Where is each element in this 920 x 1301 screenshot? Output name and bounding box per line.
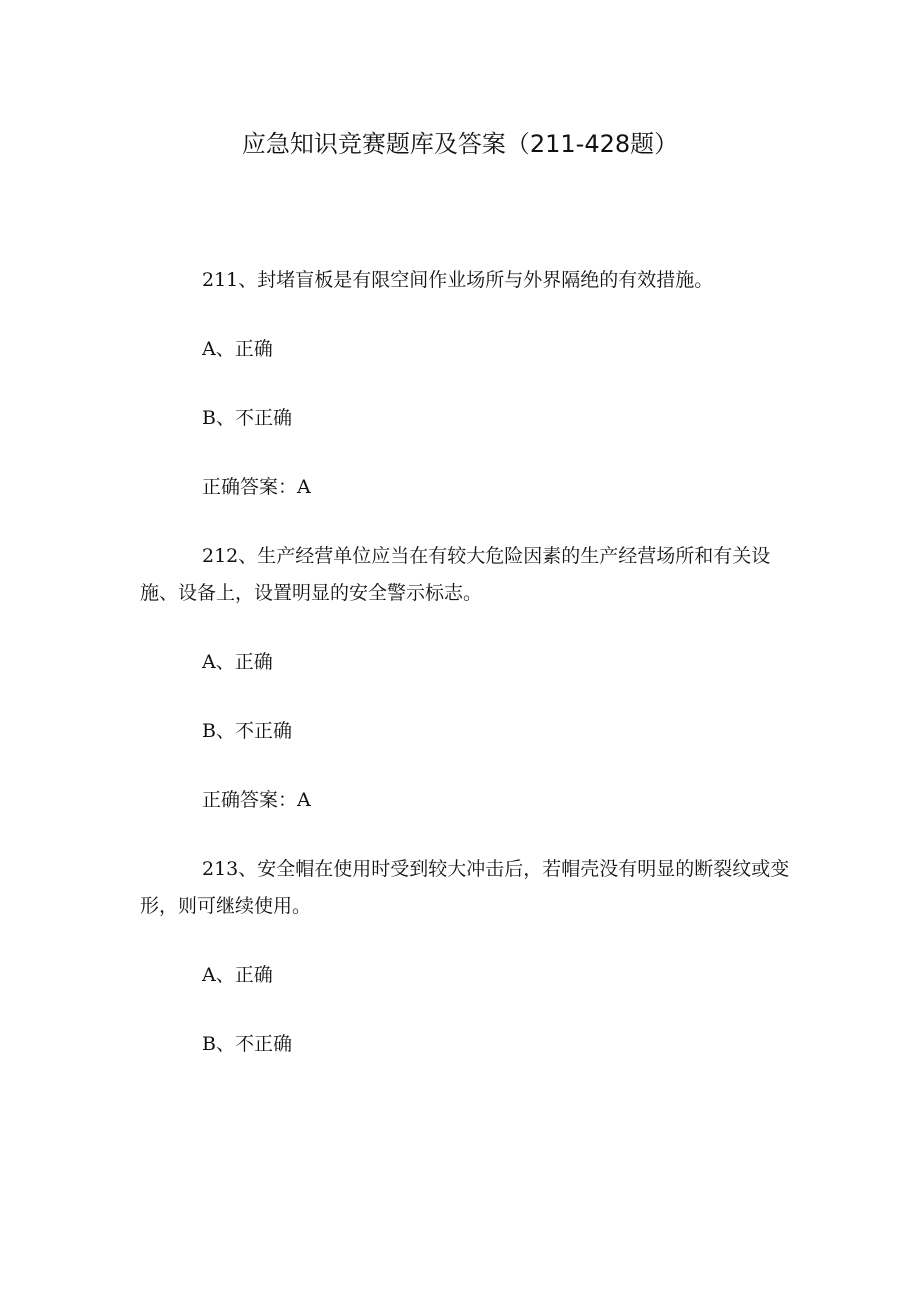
question-213 [140, 851, 790, 1063]
question-212 [140, 538, 790, 819]
correct-answer: 正确答案：A [202, 789, 311, 811]
question-stem: 211、封堵盲板是有限空间作业场所与外界隔绝的有效措施。 [202, 269, 714, 291]
option-b: B、不正确 [202, 407, 292, 429]
option-a: A、正确 [202, 651, 273, 673]
option-a: A、正确 [202, 964, 273, 986]
option-a: A、正确 [202, 338, 273, 360]
document-title: 应急知识竞赛题库及答案（211-428题） [241, 130, 679, 158]
option-b: B、不正确 [202, 1033, 292, 1055]
question-list [140, 262, 790, 1063]
question-stem: 213、安全帽在使用时受到较大冲击后，若帽壳没有明显的断裂纹或变形，则可继续使用。 [140, 858, 790, 917]
question-211 [140, 262, 790, 506]
correct-answer: 正确答案：A [202, 476, 311, 498]
option-b: B、不正确 [202, 720, 292, 742]
question-stem: 212、生产经营单位应当在有较大危险因素的生产经营场所和有关设施、设备上，设置明显的安全警示标志。 [140, 545, 771, 604]
